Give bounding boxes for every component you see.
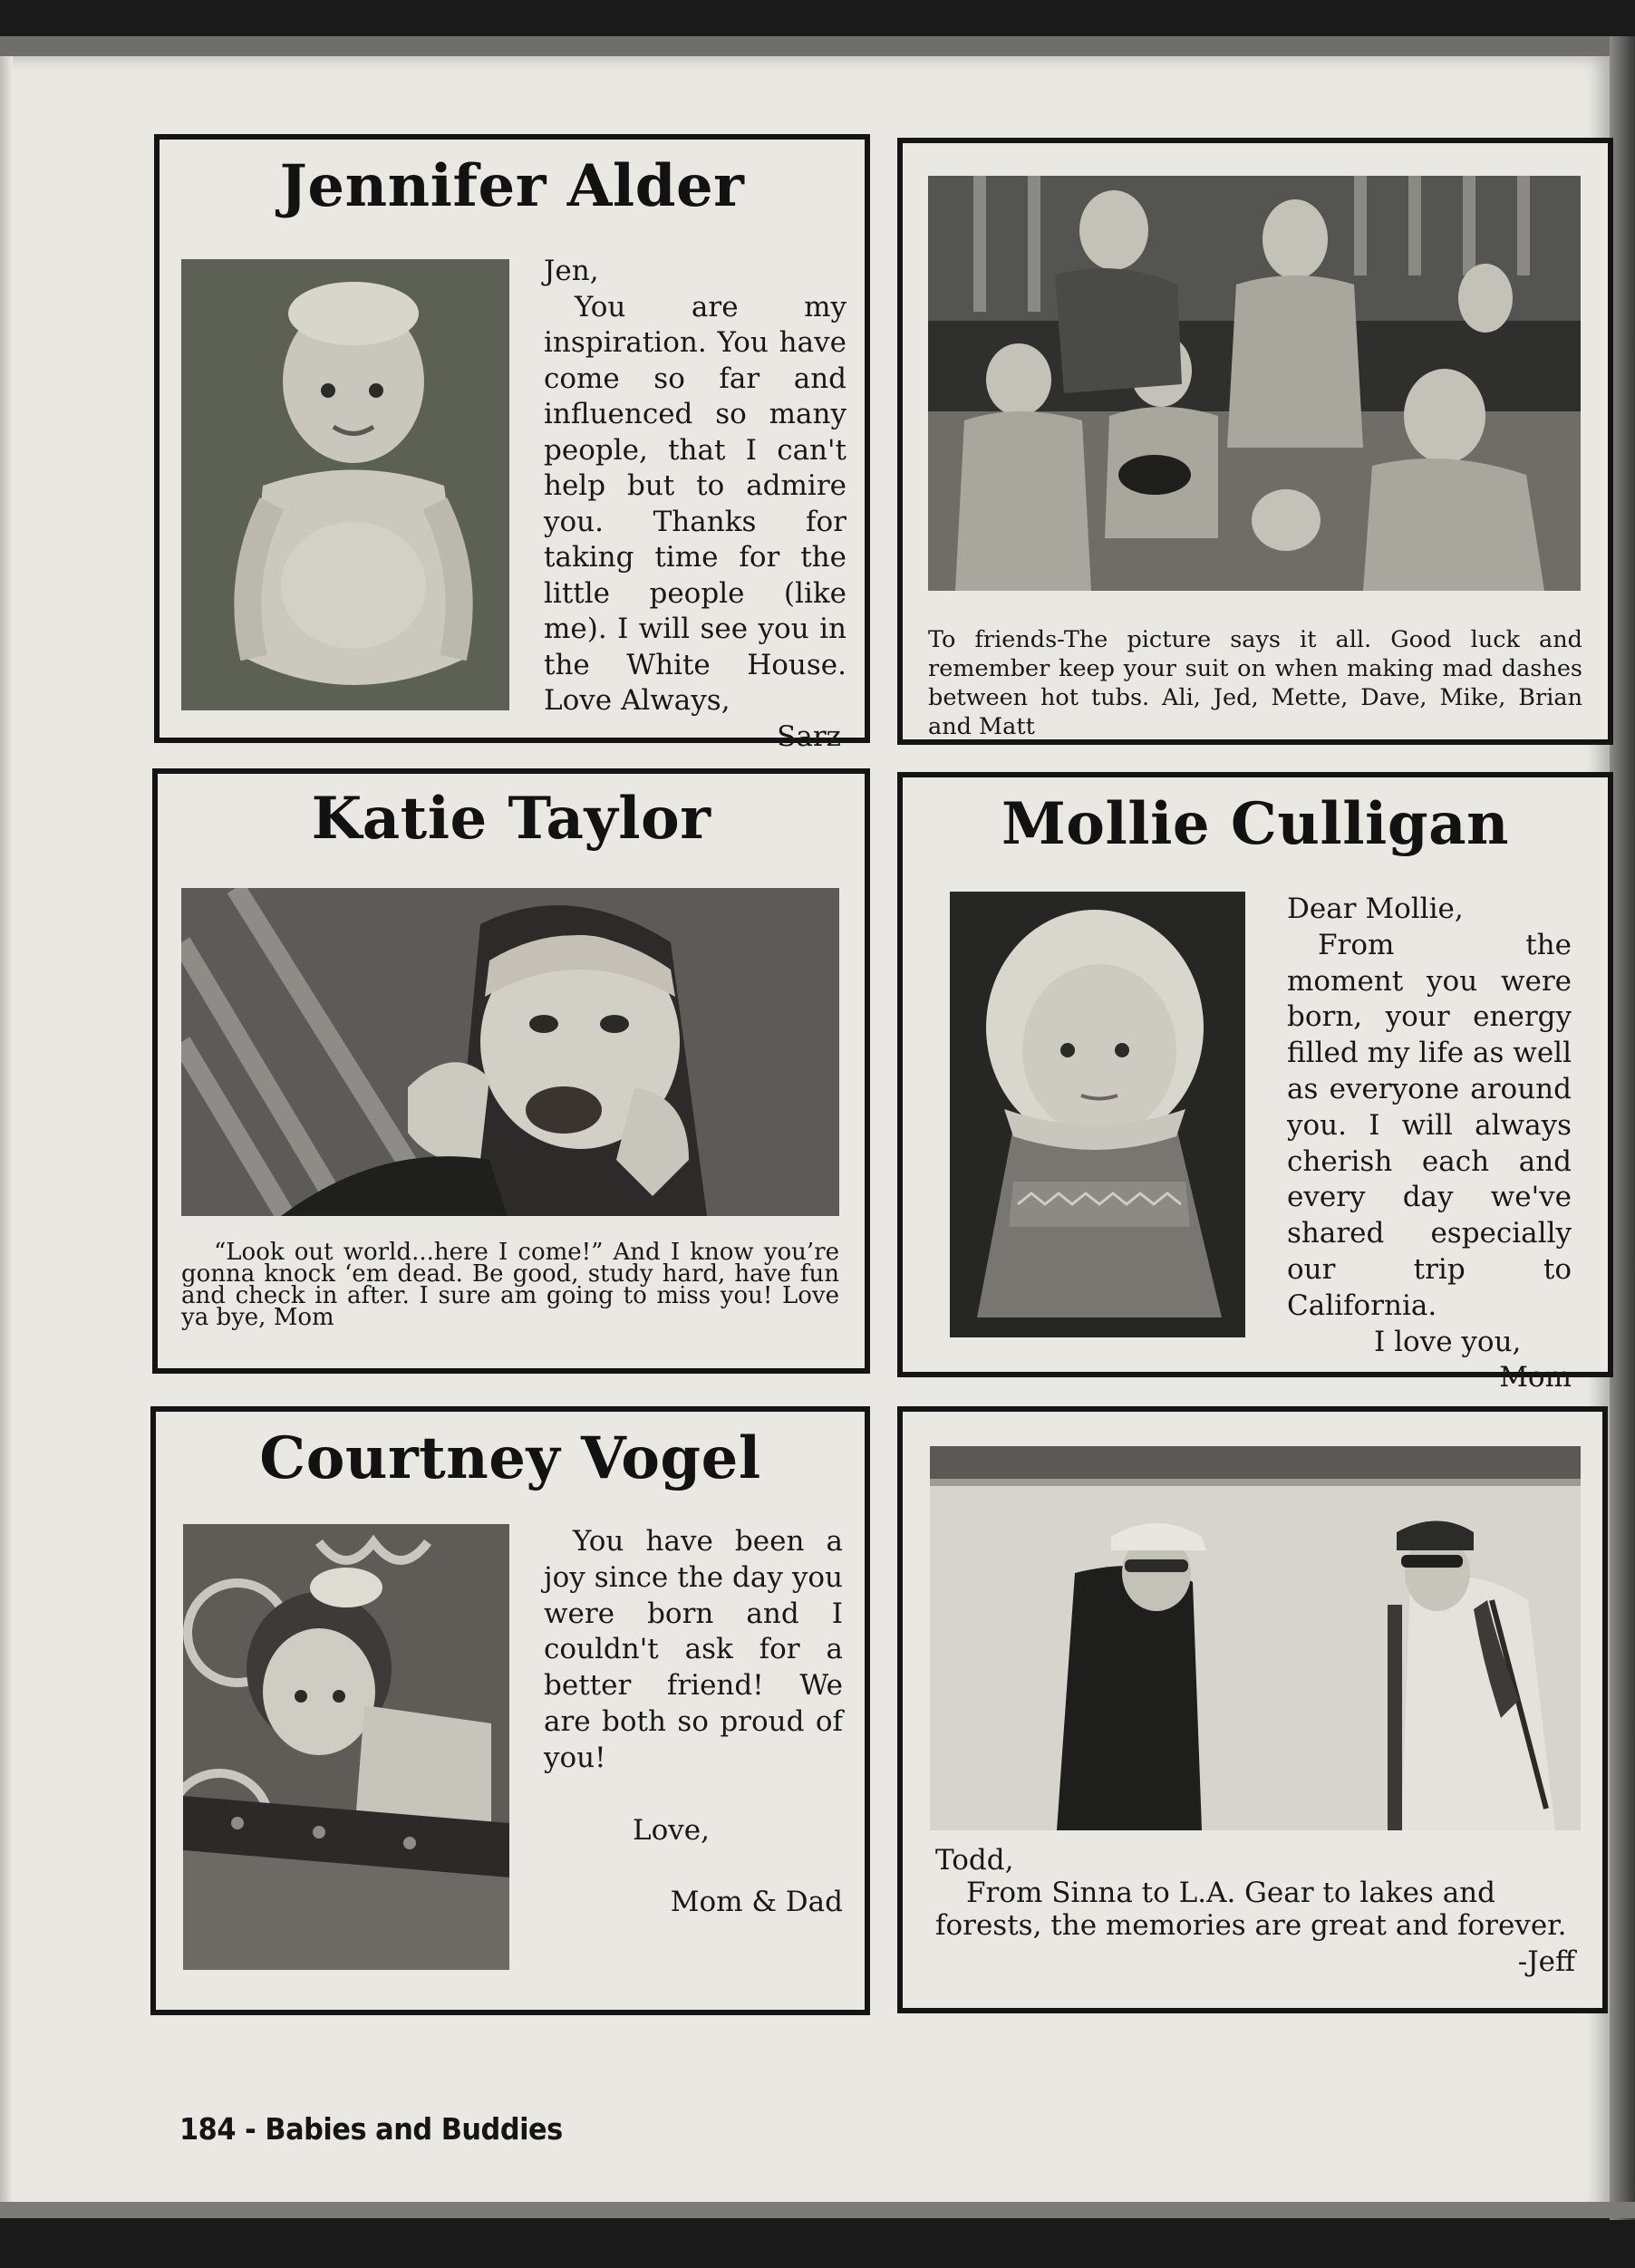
letter-signature: Mom — [1499, 1361, 1572, 1395]
girl-portrait-photo — [181, 888, 839, 1216]
ad-letter — [544, 254, 847, 755]
letter-salutation: Todd, — [935, 1844, 1014, 1877]
page-left-edge — [0, 56, 13, 2217]
ad-title: Katie Taylor — [311, 785, 711, 853]
child-photo — [183, 1524, 509, 1970]
panel-mollie-culligan — [897, 772, 1613, 1395]
toddler-photo — [950, 892, 1245, 1337]
friends-hot-tub-photo — [928, 176, 1581, 591]
letter-body: You are my inspiration. You have come so far and influenced so many people, that I can't help but to admire you. Thanks for taking time for the little people (like me). I will see you in the White House. Love Always, — [544, 290, 847, 717]
page-footer — [179, 2111, 563, 2147]
panel-todd — [897, 1406, 1608, 2013]
letter-salutation: Dear Mollie, — [1287, 893, 1464, 925]
letter-signature: -Jeff — [1517, 1945, 1575, 1978]
panel-courtney-vogel — [150, 1406, 870, 2015]
ad-title: Courtney Vogel — [259, 1424, 761, 1492]
page-binding-edge — [1610, 36, 1635, 2220]
ad-title: Jennifer Alder — [279, 152, 745, 220]
letter-body: You have been a joy since the day you were born and I couldn't ask for a better friend! We are both so proud of you! — [544, 1525, 843, 1774]
letter-signature: Sarz — [777, 719, 841, 753]
ad-title: Mollie Culligan — [1001, 790, 1510, 858]
ad-letter — [544, 1524, 843, 1921]
letter-salutation: Jen, — [544, 255, 599, 287]
ad-letter: “Look out world...here I come!” And I know you’re gonna knock ‘em dead. Be good, study hard, have fun and check in after. I sure am going to miss you! Love ya bye, Mom — [181, 1239, 839, 1331]
page-bottom-edge — [0, 2202, 1635, 2218]
page-top-edge — [0, 36, 1622, 58]
panel-katie-taylor — [152, 768, 870, 1374]
photo-caption: To friends-The picture says it all. Good luck and remember keep your suit on when making mad dashes between hot tubs. Ali, Jed, Mette, Dave, Mike, Brian and Matt — [928, 626, 1582, 740]
letter-signature: Mom & Dad — [670, 1886, 843, 1919]
ad-letter — [935, 1845, 1581, 1978]
letter-body: From the moment you were born, your energy filled my life as well as everyone around you. I will always cherish each and every day we've shared especially our trip to California. — [1287, 928, 1572, 1322]
letter-body: From Sinna to L.A. Gear to lakes and forests, the memories are great and forever. — [935, 1877, 1567, 1942]
fishing-photo — [930, 1446, 1581, 1830]
letter-closing: Love, — [633, 1813, 710, 1847]
letter-closing: I love you, — [1374, 1325, 1522, 1358]
panel-jennifer-alder — [154, 134, 870, 753]
panel-friends — [897, 138, 1613, 745]
baby-photo — [181, 259, 509, 710]
ad-letter — [1287, 892, 1572, 1396]
footer-separator: - — [245, 2111, 256, 2147]
section-title: Babies and Buddies — [265, 2111, 563, 2147]
page-number: 184 — [179, 2111, 236, 2147]
